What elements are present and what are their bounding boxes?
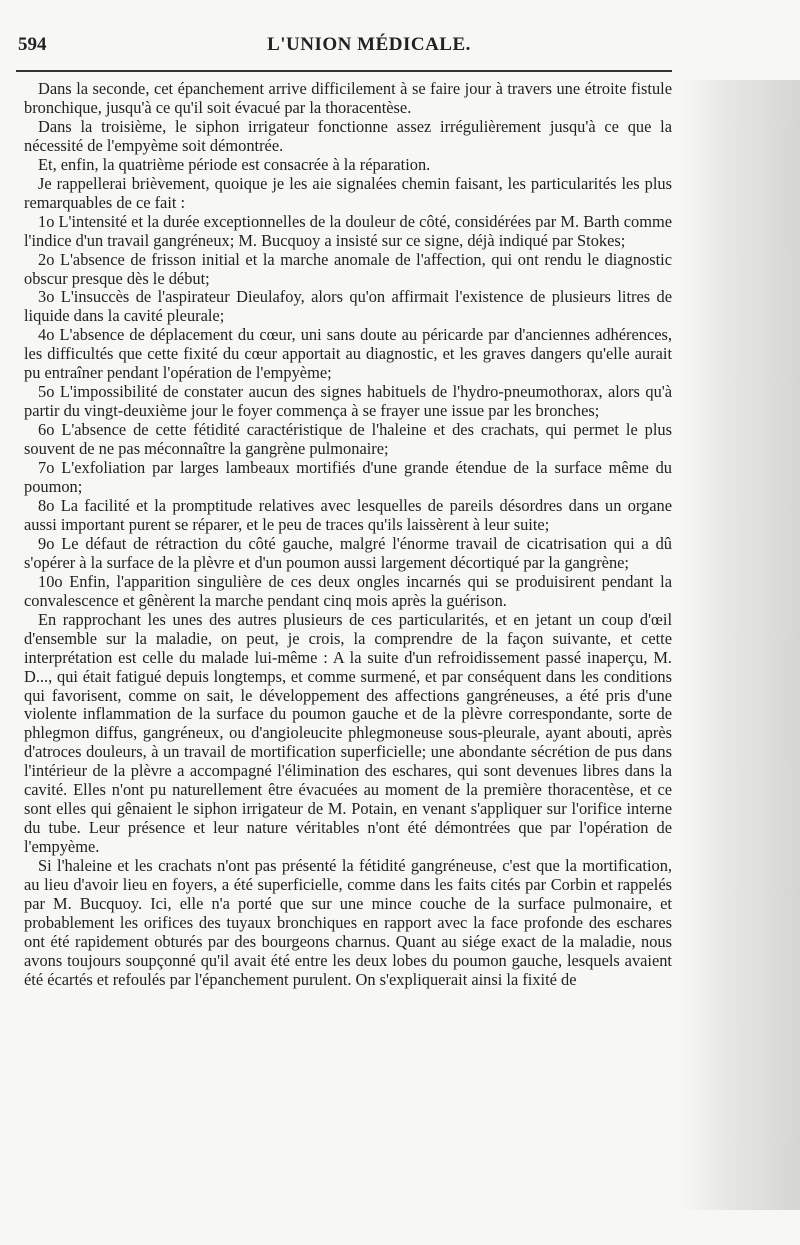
paragraph-conclusion: Si l'haleine et les crachats n'ont pas présenté la fétidité gangréneuse, c'est que la mortification, au lieu d'avoir lieu en foyers, a été superficielle, comme dans les faits cités par Corbin et rappelés par M. Bucquoy. Ici, elle n'a porté que sur une mince couche de la surface pulmonaire, et probablement les orifices des tuyaux bronchiques en rapport avec la face profonde des eschares ont été rapidement obturés par des bourgeons charnus. Quant au siége exact de la maladie, nous avons toujours soupçonné qu'il avait été entre les deux lobes du poumon gauche, lesquels avaient été écartés et refoulés par l'épanchement purulent. On s'expliquerait ainsi la fixité de [24, 856, 672, 989]
list-item-8: 8o La facilité et la promptitude relatives avec lesquelles de pareils désordres dans un organe aussi important purent se réparer, et le peu de traces qu'ils laissèrent à leur suite; [24, 495, 672, 534]
journal-title: L'UNION MÉDICALE. [267, 34, 471, 55]
list-item-3: 3o L'insuccès de l'aspirateur Dieulafoy, alors qu'on affirmait l'existence de plusieurs litres de liquide dans la cavité pleurale; [24, 287, 672, 326]
list-item-9: 9o Le défaut de rétraction du côté gauche, malgré l'énorme travail de cicatrisation qui a dû s'opérer à la surface de la plèvre et d'un poumon aussi largement décortiqué par la gangrène; [24, 533, 672, 572]
paragraph-3: Et, enfin, la quatrième période est consacrée à la réparation. [38, 154, 431, 174]
page-header [18, 34, 720, 64]
page-number: 594 [18, 34, 47, 55]
list-item-4: 4o L'absence de déplacement du cœur, uni sans doute au péricarde par d'anciennes adhérences, les difficultés que cette fixité du cœur apportait au diagnostic, et les graves dangers qu'elle aurait pu entraîner pendant l'opération de l'empyème; [24, 325, 672, 383]
article-body [24, 80, 672, 990]
paragraph-1: Dans la seconde, cet épanchement arrive difficilement à se faire jour à travers une étroite fistule bronchique, jusqu'à ce qu'il soit évacué par la thoracentèse. [24, 79, 672, 117]
paragraph-interpretation: En rapprochant les unes des autres plusieurs de ces particularités, et en jetant un coup d'œil d'ensemble sur la maladie, on peut, je crois, la comprendre de la façon suivante, et cette interprétation est celle du malade lui-même : A la suite d'un refroidissement passé inaperçu, M. D..., qui était fatigué depuis longtemps, et comme surmené, et par conséquent dans les conditions qui favorisent, comme on sait, le développement des affections gangréneuses, a été pris d'une violente inflammation de la surface du poumon gauche et de la plèvre correspondante, sorte de phlegmon diffus, gangréneux, ou d'angioleucite phlegmoneuse sous-pleurale, ayant abouti, après d'atroces douleurs, à un travail de mortification superficielle; une abondante sécrétion de pus dans l'intérieur de la plèvre a accompagné l'élimination des eschares, qui sont devenues libres dans la cavité. Elles n'ont pu naturellement être évacuées au moment de la première thoracentèse, et ce sont elles qui gênaient le siphon irrigateur de M. Potain, en venant s'appliquer sur l'orifice interne du tube. Leur présence et leur nature véritables n'ont été démontrées que par l'opération de l'empyème. [24, 609, 672, 857]
list-item-1: 1o L'intensité et la durée exceptionnelles de la douleur de côté, considérées par M. Barth comme l'indice d'un travail gangréneux; M. Bucquoy a insisté sur ce signe, déjà indiqué par Stokes; [24, 211, 672, 250]
list-item-2: 2o L'absence de frisson initial et la marche anomale de l'affection, qui ont rendu le diagnostic obscur presque dès le début; [24, 249, 672, 288]
list-item-5: 5o L'impossibilité de constater aucun des signes habituels de l'hydro-pneumothorax, alors qu'à partir du vingt-deuxième jour le foyer commença à se frayer une issue par les bronches; [24, 382, 672, 421]
paragraph-2: Dans la troisième, le siphon irrigateur fonctionne assez irrégulièrement jusqu'à ce que la nécessité de l'empyème soit démontrée. [24, 116, 672, 155]
header-rule [16, 70, 672, 72]
list-item-7: 7o L'exfoliation par larges lambeaux mortifiés d'une grande étendue de la surface même du poumon; [24, 458, 672, 497]
facing-page-bleed [680, 80, 800, 1210]
list-item-10: 10o Enfin, l'apparition singulière de ces deux ongles incarnés qui se produisirent pendant la convalescence et gênèrent la marche pendant cinq mois après la guérison. [24, 571, 672, 610]
paragraph-4: Je rappellerai brièvement, quoique je les aie signalées chemin faisant, les particularités les plus remarquables de ce fait : [24, 173, 672, 212]
list-item-6: 6o L'absence de cette fétidité caractéristique de l'haleine et des crachats, qui permet le plus souvent de ne pas méconnaître la gangrène pulmonaire; [24, 420, 672, 459]
